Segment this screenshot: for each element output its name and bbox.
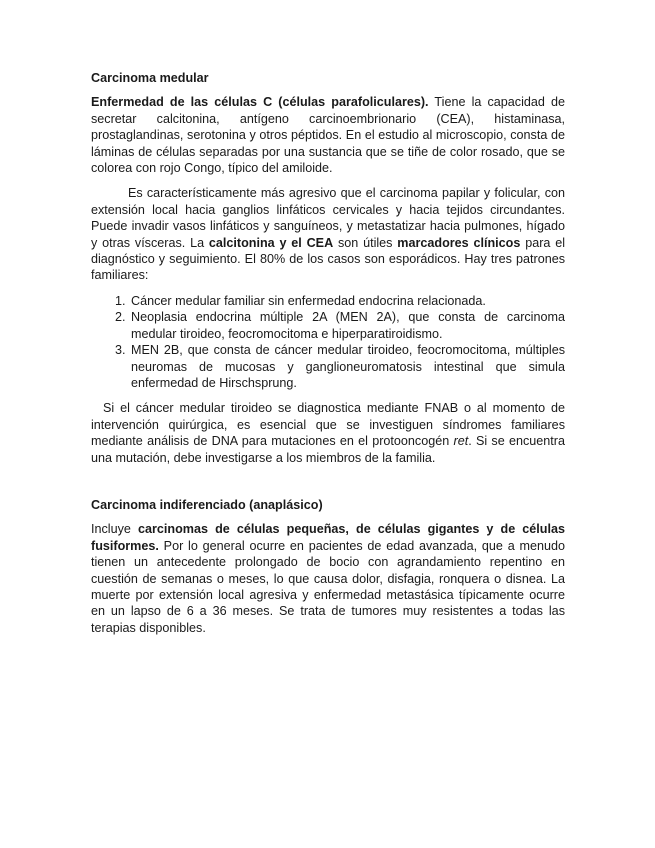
paragraph-text: Es característicamente más agresivo que el carcinoma papilar y folicular, con extensión local hacia ganglios linfáticos cervicales y hacia tejidos circundantes. Puede invadir vasos linfáticos y sanguíneos, y metastatizar hacia pulmones, hígado y otras vísceras. La: [91, 186, 565, 250]
familial-patterns-list: [91, 293, 565, 391]
document-page: [91, 70, 565, 645]
paragraph-text: Si el cáncer medular tiroideo se diagnostica mediante FNAB o al momento de intervención quirúrgica, es esencial que se investiguen síndromes familiares mediante análisis de DNA para mutaciones en el protooncogén: [91, 401, 565, 449]
bold-lead-c-cells: Enfermedad de las células C (células parafoliculares).: [91, 95, 429, 110]
list-item: 1. Cáncer medular familiar sin enfermedad endocrina relacionada.: [129, 293, 565, 309]
paragraph-text: son útiles: [333, 235, 398, 250]
paragraph-text: Tiene la capacidad de secretar calcitonina, antígeno carcinoembrionario (CEA), histaminasa, prostaglandinas, serotonina y otros péptidos. En el estudio al microscopio, consta de láminas de células separadas por una sustancia que se tiñe de color rosado, que se colorea con rojo Congo, típico del amiloide.: [91, 95, 565, 176]
section-spacer: [91, 475, 565, 497]
paragraph-medular-behavior: [91, 185, 565, 283]
paragraph-text: . Si se encuentra una mutación, debe investigarse a los miembros de la familia.: [91, 434, 565, 465]
list-item: 3. MEN 2B, que consta de cáncer medular tiroideo, feocromocitoma, múltiples neuromas de mucosas y ganglioneuromatosis intestinal que simula enfermedad de Hirschsprung.: [129, 342, 565, 391]
list-item: 2. Neoplasia endocrina múltiple 2A (MEN 2A), que consta de carcinoma medular tiroideo, feocromocitoma e hiperparatiroidismo.: [129, 309, 565, 342]
paragraph-text: Incluye: [91, 522, 138, 537]
bold-marcadores-clinicos: marcadores clínicos: [397, 235, 521, 250]
paragraph-text: Por lo general ocurre en pacientes de edad avanzada, que a menudo tienen un antecedente prolongado de bocio con agrandamiento repentino en cuestión de semanas o meses, lo que causa dolor, disfagia, ronquera o disnea. La muerte por extensión local agresiva y enfermedad metastásica típicamente ocurre en un lapso de 6 a 36 meses. Se trata de tumores muy resistentes a todas las terapias disponibles.: [91, 538, 565, 635]
paragraph-text: para el diagnóstico y seguimiento. El 80% de los casos son esporádicos. Hay tres patrones familiares:: [91, 235, 565, 283]
section-heading-medular: Carcinoma medular: [91, 71, 209, 85]
paragraph-anaplasico: [91, 521, 565, 636]
section-heading-anaplasico: Carcinoma indiferenciado (anaplásico): [91, 497, 323, 512]
bold-cell-types: carcinomas de células pequeñas, de células gigantes y de células fusiformes.: [91, 522, 565, 553]
paragraph-medular-diagnosis: [91, 400, 565, 466]
bold-calcitonina-cea: calcitonina y el CEA: [208, 235, 334, 250]
paragraph-medular-definition: [91, 94, 565, 176]
italic-ret: ret: [453, 434, 469, 449]
